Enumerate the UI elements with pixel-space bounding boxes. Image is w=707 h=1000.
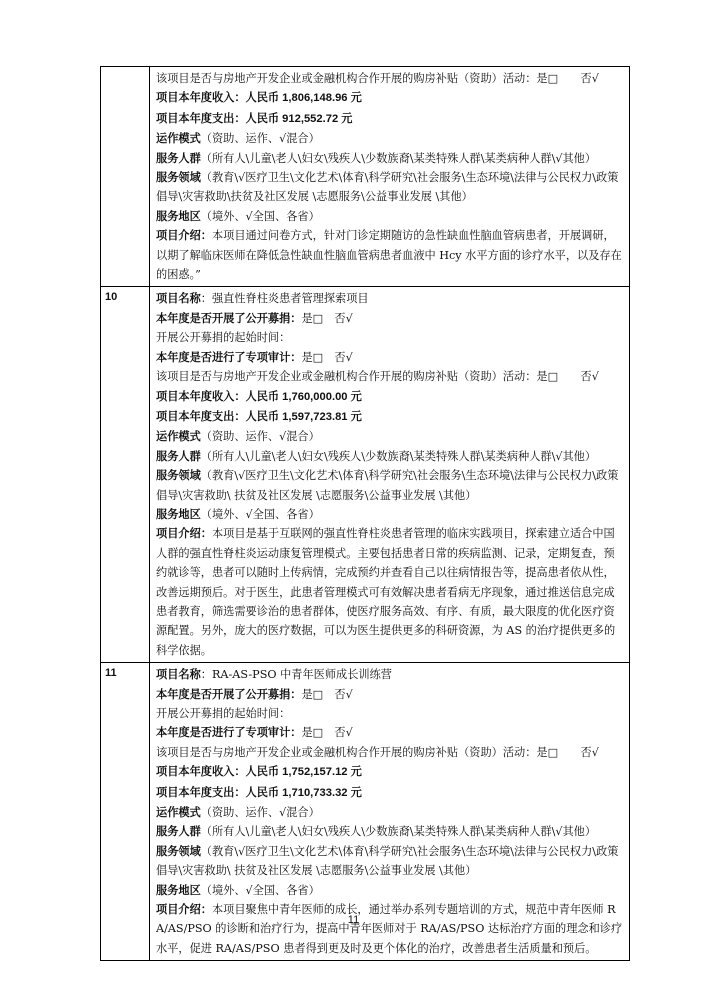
- subsidy-line: 该项目是否与房地产开发企业或金融机构合作开展的购房补贴（资助）活动：是□ 否√: [156, 370, 599, 384]
- region-line: 服务地区（境外、√全国、各省）: [156, 882, 320, 897]
- fundraise-line: 本年度是否开展了公开募捐：是□ 否√: [156, 686, 353, 701]
- crowd-line: 服务人群（所有人\儿童\老人\妇女\残疾人\少数族裔\某类特殊人群\某类病种人群\√其他）: [156, 448, 597, 463]
- income-line: 项目本年度收入：人民币 1,752,157.12 元: [156, 764, 362, 779]
- subsidy-line: 该项目是否与房地产开发企业或金融机构合作开展的购房补贴（资助）活动：是□ 否√: [156, 72, 599, 85]
- table-row: [101, 67, 630, 287]
- intro-line: 项目介绍：本项目通过问卷方式，针对门诊定期随访的急性缺血性脑血管病患者，开展调研，以期了解临床医师在降低急性缺血性脑血管病患者血液中 Hcy 水平方面的诊疗水平，以及存在的困惑。”: [156, 228, 622, 282]
- audit-line: 本年度是否进行了专项审计：是□ 否√: [156, 725, 353, 740]
- row-number-cell: [101, 67, 150, 287]
- subsidy-line: 该项目是否与房地产开发企业或金融机构合作开展的购房补贴（资助）活动：是□ 否√: [156, 745, 599, 759]
- expense-line: 项目本年度支出：人民币 912,552.72 元: [156, 110, 353, 125]
- page-number: 11: [347, 914, 360, 926]
- project-name-line: 项目名称：RA-AS-PSO 中青年医师成长训练营: [156, 667, 392, 682]
- project-table: [100, 66, 630, 961]
- project-details-cell: [150, 287, 630, 663]
- audit-line: 本年度是否进行了专项审计：是□ 否√: [156, 349, 353, 364]
- mode-line: 运作模式（资助、运作、√混合）: [156, 429, 320, 444]
- intro-line: 项目介绍：本项目聚焦中青年医师的成长，通过举办系列专题培训的方式，规范中青年医师 RA/AS/PSO 的诊断和治疗行为，提高中青年医师对于 RA/AS/PSO 达标治疗方面的理念和诊疗水平，促进 RA/AS/PSO 患者得到更及时及更个体化的治疗，改善患者生活质量和预后。: [156, 902, 623, 955]
- crowd-line: 服务人群（所有人\儿童\老人\妇女\残疾人\少数族裔\某类特殊人群\某类病种人群\√其他）: [156, 824, 597, 839]
- region-line: 服务地区（境外、√全国、各省）: [156, 506, 320, 521]
- crowd-line: 服务人群（所有人\儿童\老人\妇女\残疾人\少数族裔\某类特殊人群\某类病种人群\√其他）: [156, 150, 597, 165]
- mode-line: 运作模式（资助、运作、√混合）: [156, 131, 320, 146]
- expense-line: 项目本年度支出：人民币 1,710,733.32 元: [156, 784, 362, 799]
- income-line: 项目本年度收入：人民币 1,806,148.96 元: [156, 90, 362, 105]
- field-line: 服务领域（教育\√医疗卫生\文化艺术\体育\科学研究\社会服务\生态环境\法律与公民权力\政策倡导\灾害救助\ 扶贫及社区发展 \志愿服务\公益事业发展 \其他）: [156, 468, 619, 502]
- intro-line: 项目介绍：本项目是基于互联网的强直性脊柱炎患者管理的临床实践项目，探索建立适合中国人群的强直性脊柱炎运动康复管理模式。主要包括患者日常的疾病监测、记录，定期复查，预约就诊等，患者可以随时上传病情，完成预约并查看自己以往病情报告等，提高患者依从性，改善远期预后。对于医生，此患者管理模式可有效解决患者看病无序现象，通过推送信息完成患者教育，筛选需要诊治的患者群体，使医疗服务高效、有序、有质，最大限度的优化医疗资源配置。另外，庞大的医疗数据，可以为医生提供更多的科研资源，为 AS 的治疗提供更多的科学依据。: [156, 526, 616, 657]
- expense-line: 项目本年度支出：人民币 1,597,723.81 元: [156, 408, 362, 423]
- fundraise-start-line: 开展公开募捐的起始时间：: [156, 707, 291, 720]
- region-line: 服务地区（境外、√全国、各省）: [156, 208, 320, 223]
- field-line: 服务领域（教育\√医疗卫生\文化艺术\体育\科学研究\社会服务\生态环境\法律与公民权力\政策倡导\灾害救助\扶贫及社区发展 \志愿服务\公益事业发展 \其他）: [156, 170, 619, 204]
- table-row: [101, 287, 630, 663]
- fundraise-start-line: 开展公开募捐的起始时间：: [156, 331, 291, 345]
- income-line: 项目本年度收入：人民币 1,760,000.00 元: [156, 388, 362, 403]
- mode-line: 运作模式（资助、运作、√混合）: [156, 805, 320, 820]
- project-details-cell: [150, 67, 630, 287]
- field-line: 服务领域（教育\√医疗卫生\文化艺术\体育\科学研究\社会服务\生态环境\法律与公民权力\政策倡导\灾害救助\ 扶贫及社区发展 \志愿服务\公益事业发展 \其他）: [156, 843, 619, 878]
- fundraise-line: 本年度是否开展了公开募捐：是□ 否√: [156, 310, 353, 325]
- row-number-cell: 11: [101, 663, 150, 961]
- project-name-line: 项目名称：强直性脊柱炎患者管理探索项目: [156, 291, 369, 306]
- row-number-cell: 10: [101, 287, 150, 663]
